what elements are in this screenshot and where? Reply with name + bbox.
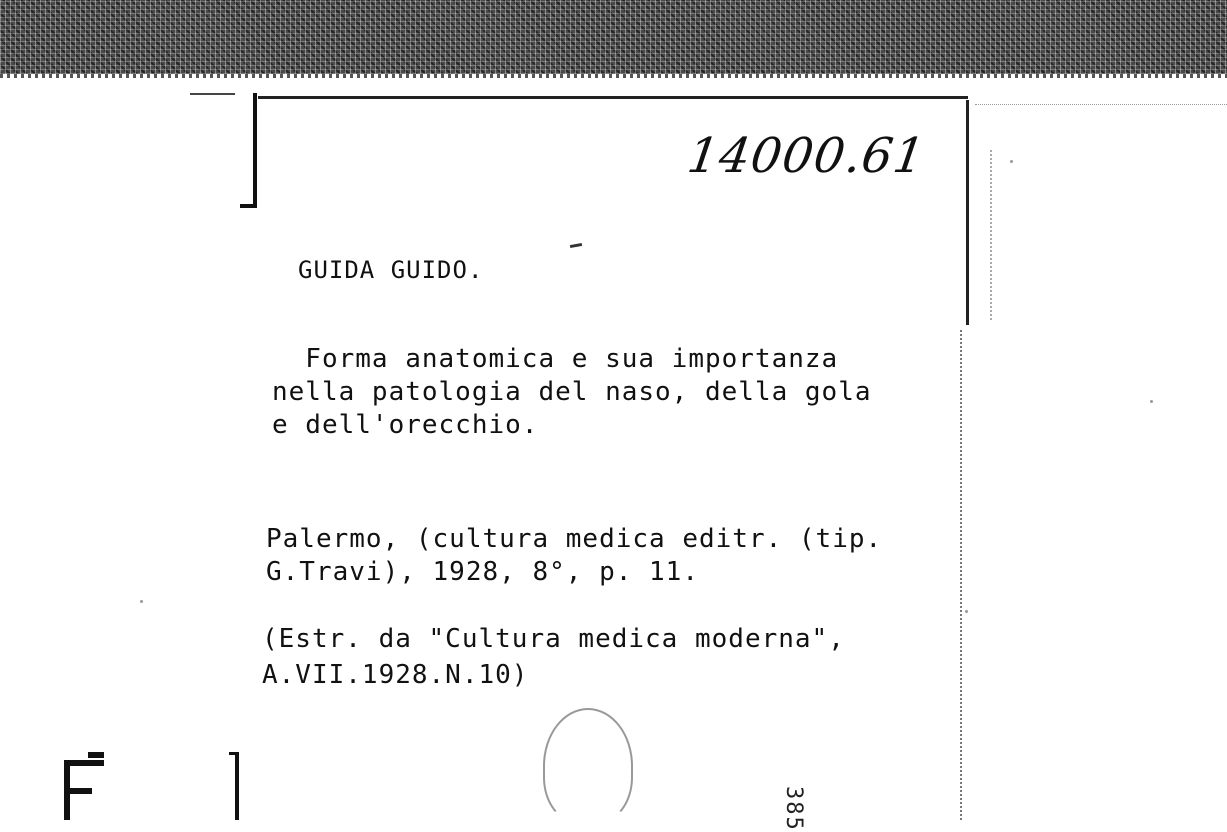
scan-faint-line (975, 104, 1227, 105)
card-edge-fragment (190, 93, 235, 95)
card-punch-hole (543, 708, 633, 824)
note-line: (Estr. da "Cultura medica moderna", (262, 624, 845, 654)
handwritten-shelfmark: 14000.61 (684, 128, 929, 184)
author-heading: GUIDA GUIDO. (298, 256, 484, 284)
card-left-bracket-foot (240, 204, 257, 208)
scan-speck (140, 600, 143, 603)
title-block (272, 343, 872, 442)
stamp-f-mark (60, 752, 106, 820)
scan-speck (1010, 160, 1013, 163)
pencil-tick (570, 243, 582, 248)
card-right-dotted-edge (960, 330, 962, 820)
rotated-side-number: 385 (781, 786, 806, 832)
title-line: Forma anatomica e sua importanza (272, 344, 839, 374)
scan-speck (965, 610, 968, 613)
scan-speck (1150, 400, 1153, 403)
imprint-block (266, 523, 882, 589)
imprint-line: Palermo, (cultura medica editr. (tip. (266, 524, 883, 554)
note-line: A.VII.1928.N.10) (262, 660, 529, 690)
scan-top-border (0, 0, 1227, 74)
bottom-bracket (235, 752, 239, 820)
card-top-edge (258, 96, 968, 99)
title-line: e dell'orecchio. (272, 410, 539, 440)
extract-note-block (262, 621, 845, 693)
title-line: nella patologia del naso, della gola (272, 377, 872, 407)
card-left-bracket (253, 93, 257, 208)
scan-dotted-line (990, 150, 992, 320)
imprint-line: G.Travi), 1928, 8°, p. 11. (266, 557, 699, 587)
card-right-edge (966, 100, 969, 325)
